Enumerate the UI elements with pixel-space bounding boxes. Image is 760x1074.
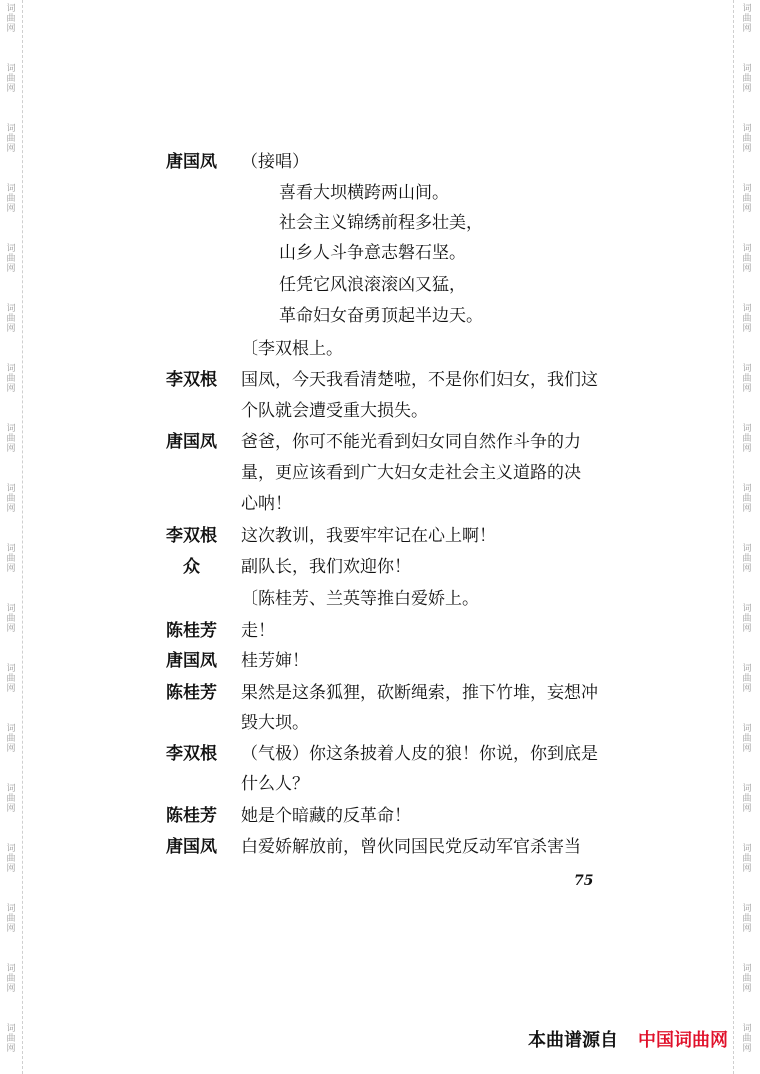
watermark-char: 词 <box>742 244 752 254</box>
watermark-char: 网 <box>6 684 16 694</box>
footer-site-name: 中国词曲网 <box>638 1030 728 1051</box>
speaker-name: 李双根 <box>166 744 217 764</box>
watermark-char: 网 <box>742 1044 752 1054</box>
continuation-text: 什么人？ <box>241 774 309 794</box>
left-watermark-strip <box>0 0 23 1074</box>
watermark-group <box>734 964 760 994</box>
watermark-group <box>0 4 22 34</box>
watermark-char: 词 <box>742 124 752 134</box>
watermark-char: 词 <box>742 544 752 554</box>
sung-verse: 任凭它风浪滚滚凶又猛， <box>279 275 466 295</box>
watermark-group <box>0 904 22 934</box>
continuation-text: 量，更应该看到广大妇女走社会主义道路的决 <box>241 463 581 483</box>
watermark-char: 网 <box>6 324 16 334</box>
watermark-char: 网 <box>742 504 752 514</box>
continuation-text: 心呐！ <box>241 494 292 514</box>
watermark-char: 曲 <box>6 14 16 24</box>
dialogue-text: （接唱） <box>241 152 309 172</box>
watermark-char: 词 <box>6 724 16 734</box>
watermark-char: 词 <box>742 844 752 854</box>
continuation-text: 毁大坝。 <box>241 713 309 733</box>
speaker-name: 唐国凤 <box>166 152 217 172</box>
watermark-group <box>734 244 760 274</box>
watermark-char: 曲 <box>742 14 752 24</box>
watermark-char: 词 <box>742 784 752 794</box>
dialogue-text: 白爱娇解放前，曾伙同国民党反动军官杀害当 <box>241 837 581 857</box>
watermark-char: 曲 <box>6 374 16 384</box>
watermark-group <box>0 964 22 994</box>
watermark-group <box>734 904 760 934</box>
watermark-char: 词 <box>742 664 752 674</box>
watermark-char: 曲 <box>6 554 16 564</box>
sung-verse: 革命妇女奋勇顶起半边天。 <box>279 306 483 326</box>
watermark-group <box>0 484 22 514</box>
watermark-char: 曲 <box>742 494 752 504</box>
continuation-text: 〔陈桂芳、兰英等推白爱娇上。 <box>241 589 479 609</box>
watermark-char: 词 <box>6 124 16 134</box>
watermark-group <box>0 304 22 334</box>
watermark-char: 词 <box>6 664 16 674</box>
watermark-char: 词 <box>6 64 16 74</box>
watermark-char: 曲 <box>742 854 752 864</box>
page-number: 75 <box>574 873 594 889</box>
watermark-group <box>0 664 22 694</box>
watermark-char: 曲 <box>6 134 16 144</box>
watermark-char: 网 <box>742 204 752 214</box>
watermark-char: 网 <box>6 624 16 634</box>
watermark-char: 网 <box>742 684 752 694</box>
footer-source-label: 本曲谱源自 <box>528 1030 618 1051</box>
speaker-name: 李双根 <box>166 370 217 390</box>
watermark-char: 词 <box>742 424 752 434</box>
watermark-char: 曲 <box>6 434 16 444</box>
watermark-char: 曲 <box>742 614 752 624</box>
dialogue-text: 桂芳婶！ <box>241 651 309 671</box>
watermark-char: 网 <box>742 924 752 934</box>
sung-verse: 喜看大坝横跨两山间。 <box>279 183 449 203</box>
watermark-char: 曲 <box>742 554 752 564</box>
watermark-char: 网 <box>6 564 16 574</box>
watermark-char: 曲 <box>6 314 16 324</box>
watermark-char: 曲 <box>742 794 752 804</box>
watermark-group <box>0 844 22 874</box>
watermark-group <box>0 184 22 214</box>
watermark-char: 曲 <box>6 494 16 504</box>
watermark-char: 网 <box>742 864 752 874</box>
watermark-char: 网 <box>6 144 16 154</box>
watermark-char: 词 <box>6 544 16 554</box>
watermark-char: 网 <box>742 564 752 574</box>
dialogue-text: 走！ <box>241 621 275 641</box>
watermark-char: 词 <box>742 1024 752 1034</box>
watermark-char: 网 <box>6 24 16 34</box>
dialogue-text: 副队长，我们欢迎你！ <box>241 557 411 577</box>
watermark-group <box>0 604 22 634</box>
continuation-text: 〔李双根上。 <box>241 339 343 359</box>
watermark-char: 网 <box>6 1044 16 1054</box>
dialogue-text: 这次教训，我要牢牢记在心上啊！ <box>241 526 496 546</box>
watermark-char: 曲 <box>6 734 16 744</box>
watermark-char: 网 <box>742 24 752 34</box>
watermark-char: 网 <box>742 84 752 94</box>
watermark-char: 曲 <box>6 1034 16 1044</box>
watermark-char: 网 <box>742 624 752 634</box>
watermark-group <box>0 724 22 754</box>
dialogue-text: 国凤，今天我看清楚啦，不是你们妇女，我们这 <box>241 370 598 390</box>
watermark-char: 词 <box>6 904 16 914</box>
watermark-char: 网 <box>6 984 16 994</box>
watermark-char: 曲 <box>6 974 16 984</box>
watermark-char: 词 <box>742 964 752 974</box>
watermark-group <box>0 1024 22 1054</box>
speaker-name: 陈桂芳 <box>166 621 217 641</box>
watermark-char: 曲 <box>742 1034 752 1044</box>
watermark-char: 词 <box>742 304 752 314</box>
watermark-group <box>734 604 760 634</box>
watermark-char: 曲 <box>742 734 752 744</box>
watermark-char: 曲 <box>742 374 752 384</box>
continuation-text: 个队就会遭受重大损失。 <box>241 401 428 421</box>
watermark-char: 曲 <box>742 134 752 144</box>
watermark-group <box>0 544 22 574</box>
watermark-char: 网 <box>6 384 16 394</box>
watermark-group <box>734 544 760 574</box>
watermark-char: 曲 <box>6 254 16 264</box>
watermark-char: 词 <box>742 604 752 614</box>
watermark-group <box>0 364 22 394</box>
watermark-char: 词 <box>742 364 752 374</box>
watermark-char: 网 <box>6 444 16 454</box>
watermark-char: 曲 <box>6 794 16 804</box>
watermark-group <box>734 304 760 334</box>
watermark-char: 曲 <box>742 974 752 984</box>
watermark-char: 曲 <box>742 254 752 264</box>
watermark-group <box>734 724 760 754</box>
watermark-char: 词 <box>742 484 752 494</box>
watermark-char: 网 <box>742 744 752 754</box>
watermark-group <box>734 664 760 694</box>
watermark-group <box>734 844 760 874</box>
watermark-group <box>734 784 760 814</box>
watermark-char: 曲 <box>6 854 16 864</box>
watermark-char: 曲 <box>742 194 752 204</box>
dialogue-text: （气极）你这条披着人皮的狼！你说，你到底是 <box>241 744 598 764</box>
watermark-char: 曲 <box>742 74 752 84</box>
watermark-char: 词 <box>6 1024 16 1034</box>
watermark-char: 词 <box>6 784 16 794</box>
watermark-char: 网 <box>6 924 16 934</box>
watermark-group <box>734 484 760 514</box>
watermark-group <box>734 64 760 94</box>
watermark-char: 词 <box>742 4 752 14</box>
watermark-group <box>0 124 22 154</box>
watermark-group <box>734 4 760 34</box>
watermark-char: 曲 <box>6 614 16 624</box>
watermark-group <box>734 184 760 214</box>
watermark-char: 曲 <box>742 434 752 444</box>
watermark-char: 词 <box>742 184 752 194</box>
speaker-name: 陈桂芳 <box>166 683 217 703</box>
right-watermark-strip <box>733 0 760 1074</box>
watermark-char: 词 <box>6 364 16 374</box>
watermark-group <box>0 64 22 94</box>
watermark-char: 网 <box>6 264 16 274</box>
watermark-char: 词 <box>6 484 16 494</box>
sung-verse: 山乡人斗争意志磐石坚。 <box>279 243 466 263</box>
dialogue-text: 爸爸，你可不能光看到妇女同自然作斗争的力 <box>241 432 581 452</box>
watermark-char: 网 <box>6 504 16 514</box>
watermark-char: 网 <box>6 744 16 754</box>
watermark-char: 网 <box>742 384 752 394</box>
watermark-char: 词 <box>6 424 16 434</box>
watermark-char: 曲 <box>742 314 752 324</box>
watermark-group <box>734 424 760 454</box>
watermark-char: 曲 <box>6 674 16 684</box>
watermark-char: 词 <box>742 904 752 914</box>
watermark-char: 词 <box>742 64 752 74</box>
watermark-char: 网 <box>6 864 16 874</box>
watermark-char: 词 <box>6 184 16 194</box>
dialogue-text: 果然是这条狐狸，砍断绳索，推下竹堆，妄想冲 <box>241 683 598 703</box>
dialogue-text: 她是个暗藏的反革命！ <box>241 806 411 826</box>
watermark-group <box>0 784 22 814</box>
watermark-char: 网 <box>742 144 752 154</box>
watermark-char: 网 <box>742 264 752 274</box>
watermark-char: 曲 <box>6 194 16 204</box>
watermark-char: 曲 <box>6 914 16 924</box>
speaker-name: 陈桂芳 <box>166 806 217 826</box>
sung-verse: 社会主义锦绣前程多壮美， <box>279 213 483 233</box>
watermark-char: 词 <box>6 964 16 974</box>
watermark-char: 曲 <box>6 74 16 84</box>
watermark-char: 曲 <box>742 914 752 924</box>
watermark-group <box>0 244 22 274</box>
watermark-char: 曲 <box>742 674 752 684</box>
watermark-group <box>0 424 22 454</box>
watermark-char: 词 <box>742 724 752 734</box>
watermark-char: 网 <box>6 804 16 814</box>
watermark-char: 网 <box>742 324 752 334</box>
watermark-char: 词 <box>6 604 16 614</box>
watermark-char: 词 <box>6 304 16 314</box>
speaker-name: 众 <box>183 557 200 577</box>
speaker-name: 唐国凤 <box>166 837 217 857</box>
watermark-char: 网 <box>742 804 752 814</box>
speaker-name: 唐国凤 <box>166 432 217 452</box>
watermark-group <box>734 124 760 154</box>
speaker-name: 唐国凤 <box>166 651 217 671</box>
watermark-char: 网 <box>742 444 752 454</box>
watermark-group <box>734 1024 760 1054</box>
watermark-char: 网 <box>6 204 16 214</box>
watermark-char: 词 <box>6 844 16 854</box>
watermark-char: 网 <box>742 984 752 994</box>
watermark-char: 词 <box>6 244 16 254</box>
speaker-name: 李双根 <box>166 526 217 546</box>
watermark-group <box>734 364 760 394</box>
watermark-char: 词 <box>6 4 16 14</box>
watermark-char: 网 <box>6 84 16 94</box>
